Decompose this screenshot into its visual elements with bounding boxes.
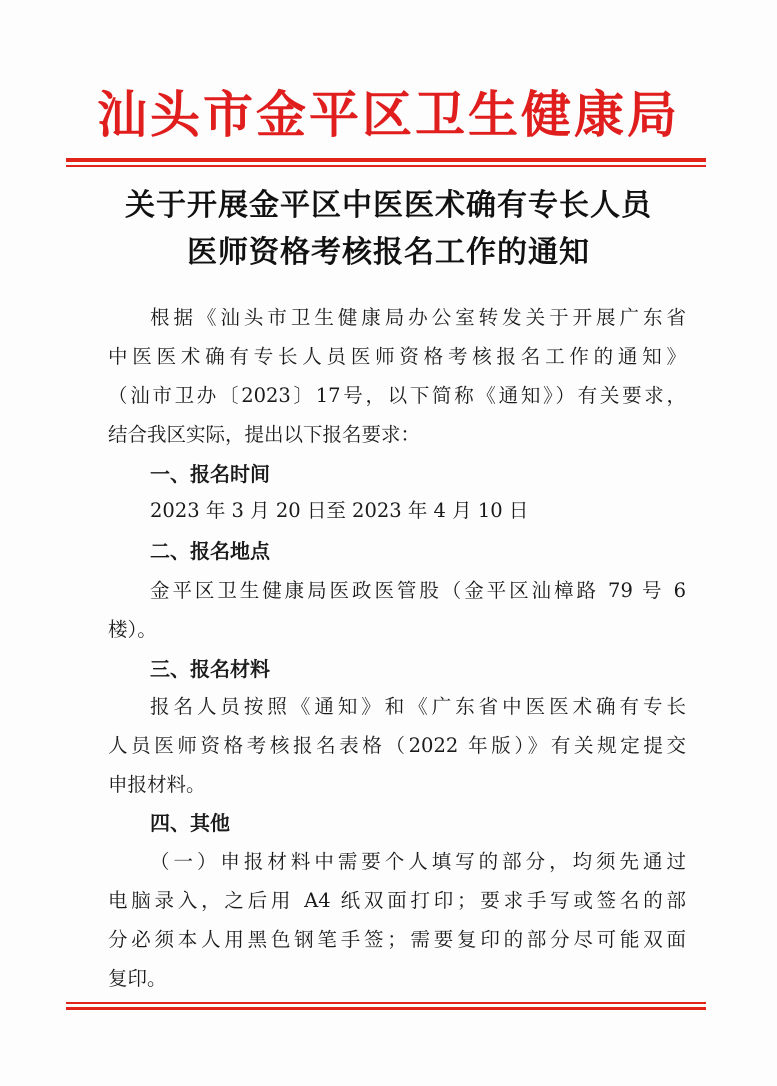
intro-line-2: 中医医术确有专长人员医师资格考核报名工作的通知》: [108, 345, 686, 368]
notice-title-line-1: 关于开展金平区中医医术确有专长人员: [125, 188, 652, 223]
intro-line-1: 根据《汕头市卫生健康局办公室转发关于开展广东省: [150, 306, 686, 329]
section-materials-line-3: 申报材料。: [108, 773, 206, 796]
section-heading-materials: 三、报名材料: [150, 657, 270, 681]
footer-rule-thin: [66, 1002, 706, 1004]
section-heading-location: 二、报名地点: [150, 539, 270, 563]
footer-rule-thick: [66, 1007, 706, 1010]
section-other-line-2: 电脑录入，之后用 A4 纸双面打印；要求手写或签名的部: [108, 889, 686, 912]
intro-line-4: 结合我区实际，提出以下报名要求：: [108, 423, 421, 446]
section-time-line-1: 2023 年 3 月 20 日至 2023 年 4 月 10 日: [150, 499, 529, 522]
section-other-line-3: 分必须本人用黑色钢笔手签；需要复印的部分尽可能双面: [108, 928, 686, 951]
section-location-line-2: 楼）。: [108, 618, 157, 641]
section-other-line-1: （一）申报材料中需要个人填写的部分，均须先通过: [150, 850, 686, 873]
section-materials-line-2: 人员医师资格考核报名表格（2022 年版）》有关规定提交: [108, 734, 686, 757]
notice-title-line-2: 医师资格考核报名工作的通知: [187, 235, 590, 270]
intro-line-3: （汕市卫办〔2023〕17号，以下简称《通知》）有关要求，: [108, 384, 686, 407]
header-rule-thin: [66, 165, 706, 167]
section-heading-other: 四、其他: [150, 811, 230, 835]
section-other-line-4: 复印。: [108, 967, 167, 990]
header-rule-thick: [66, 158, 706, 162]
section-heading-time: 一、报名时间: [150, 462, 270, 486]
section-location-line-1: 金平区卫生健康局医政医管股（金平区汕樟路 79 号 6: [150, 579, 686, 602]
section-materials-line-1: 报名人员按照《通知》和《广东省中医医术确有专长: [150, 695, 686, 718]
agency-header: 汕头市金平区卫生健康局: [97, 85, 680, 144]
